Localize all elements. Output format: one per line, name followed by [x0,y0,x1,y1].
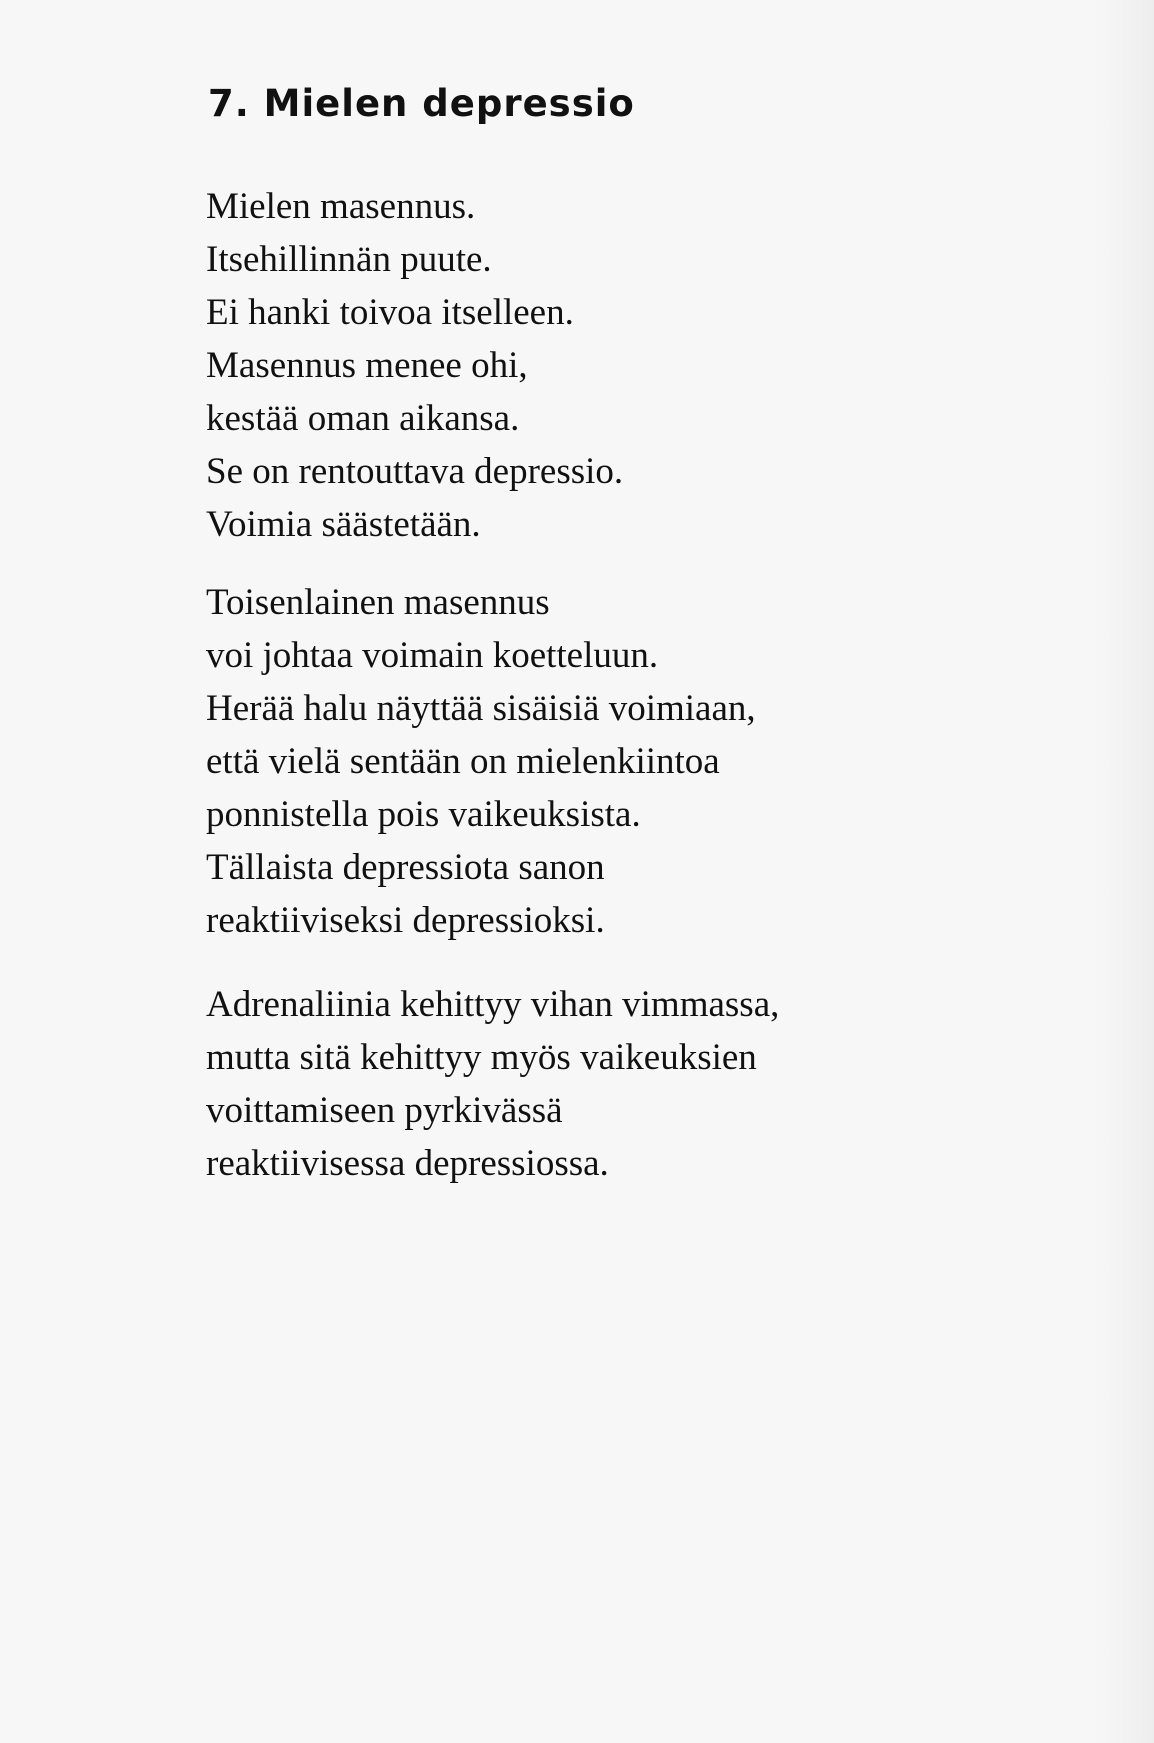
poem-line: Ei hanki toivoa itselleen. [206,292,574,333]
poem-line: Herää halu näyttää sisäisiä voimiaan, [206,688,756,729]
stanza-3 [206,978,779,1190]
stanza-2 [206,576,756,947]
poem-line: reaktiiviseksi depressioksi. [206,900,605,941]
poem-line: Toisenlainen masennus [206,582,550,623]
poem-line: Voimia säästetään. [206,504,481,545]
poem-line: reaktiivisessa depressiossa. [206,1143,609,1184]
poem-line: Masennus menee ohi, [206,345,528,386]
poem-line: kestää oman aikansa. [206,398,520,439]
poem-line: Adrenaliinia kehittyy vihan vimmassa, [206,984,780,1025]
poem-line: ponnistella pois vaikeuksista. [206,794,641,835]
poem-line: voi johtaa voimain koetteluun. [206,635,659,676]
poem-line: mutta sitä kehittyy myös vaikeuksien [206,1037,757,1078]
poem-line: että vielä sentään on mielenkiintoa [206,741,720,782]
poem-line: Tällaista depressiota sanon [206,847,605,888]
page-edge-shadow [1094,0,1154,1743]
poem-line: Se on rentouttava depressio. [206,451,624,492]
poem-line: voittamiseen pyrkivässä [206,1090,563,1131]
poem-line: Itsehillinnän puute. [206,239,492,280]
poem-line: Mielen masennus. [206,186,476,227]
poem-title: 7. Mielen depressio [208,82,635,125]
stanza-1 [206,180,623,551]
